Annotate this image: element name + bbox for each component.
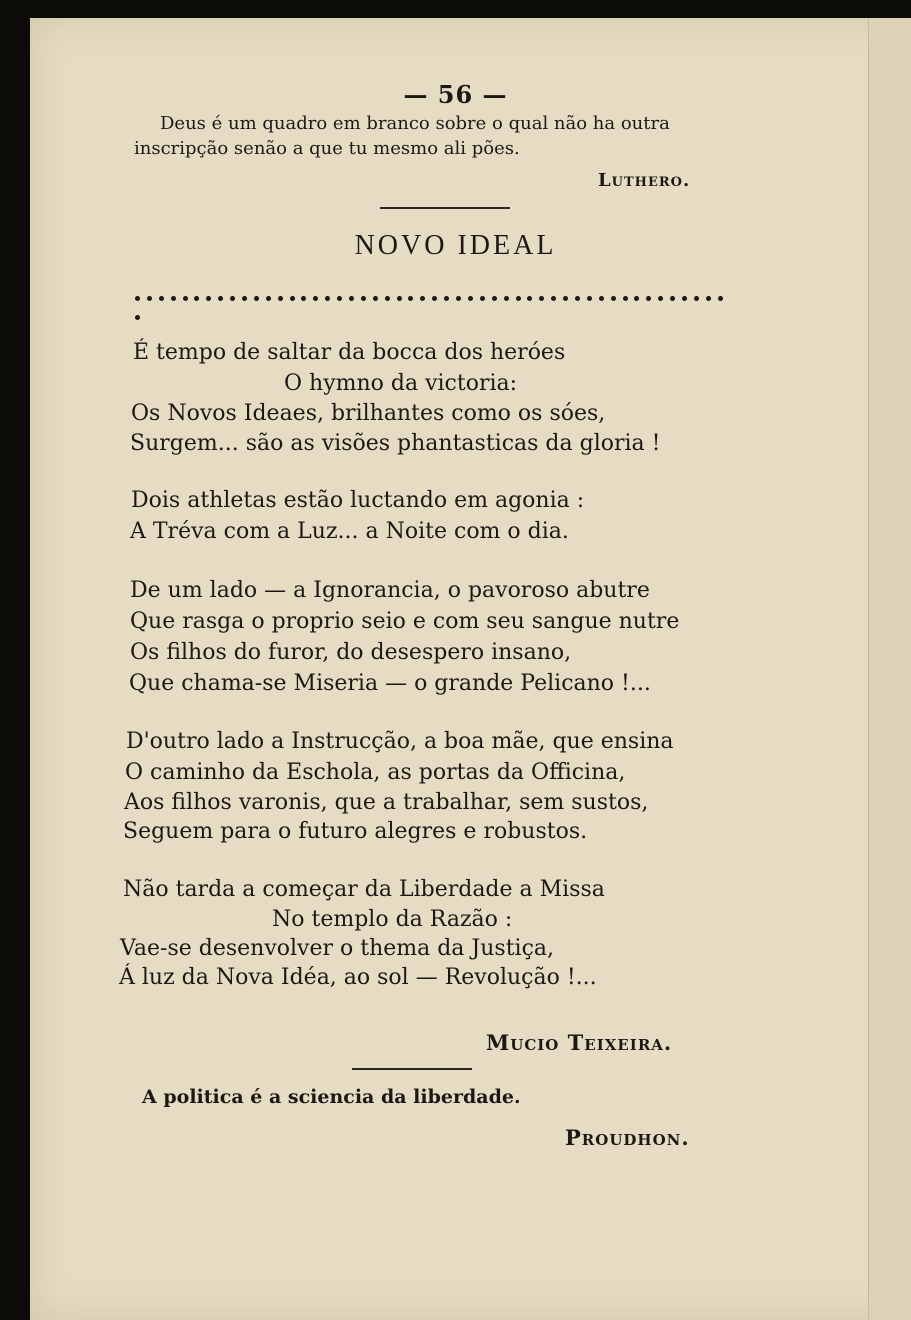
separator-dot (183, 296, 188, 301)
separator-dot (361, 296, 366, 301)
page-number: — 56 — (403, 80, 508, 109)
separator-dot (682, 296, 687, 301)
separator-dot (516, 296, 521, 301)
epigraph-line: Deus é um quadro em branco sobre o qual não ha outra (160, 113, 670, 134)
separator-dot (575, 296, 580, 301)
verse-line: O caminho da Eschola, as portas da Officina, (125, 760, 626, 785)
separator-dot (599, 296, 604, 301)
separator-dot (135, 296, 140, 301)
verse-line: É tempo de saltar da bocca dos heróes (133, 340, 566, 365)
dotted-separator (135, 286, 740, 300)
divider (380, 207, 510, 209)
book-page (30, 18, 911, 1320)
separator-dot (492, 296, 497, 301)
separator-dot (278, 296, 283, 301)
separator-dot (135, 315, 140, 320)
separator-dot (373, 296, 378, 301)
verse-line: Não tarda a começar da Liberdade a Missa (123, 877, 605, 902)
separator-dot (504, 296, 509, 301)
verse-line: Os Novos Ideaes, brilhantes como os sóes, (131, 401, 606, 426)
verse-line: Que chama-se Miseria — o grande Pelicano !... (129, 671, 651, 696)
verse-line: O hymno da victoria: (284, 371, 518, 396)
verse-line: Á luz da Nova Idéa, ao sol — Revolução !... (119, 965, 597, 990)
poem-title: NOVO IDEAL (354, 230, 557, 261)
verse-line: Os filhos do furor, do desespero insano, (130, 640, 572, 665)
verse-line: Que rasga o proprio seio e com seu sangue nutre (130, 609, 680, 634)
verse-line: Surgem... são as visões phantasticas da gloria ! (130, 431, 661, 456)
separator-dot (718, 296, 723, 301)
separator-dot (159, 296, 164, 301)
separator-dot (706, 296, 711, 301)
separator-dot (147, 296, 152, 301)
closing-quote: A politica é a sciencia da liberdade. (142, 1086, 521, 1108)
verse-line: Vae-se desenvolver o thema da Justiça, (120, 936, 555, 961)
epigraph-attribution: Luthero. (598, 170, 691, 191)
separator-dot (587, 296, 592, 301)
separator-dot (397, 296, 402, 301)
verse-line: A Tréva com a Luz... a Noite com o dia. (130, 519, 569, 544)
separator-dot (349, 296, 354, 301)
page-edge (868, 18, 911, 1320)
separator-dot (694, 296, 699, 301)
closing-quote-attribution: Proudhon. (565, 1125, 690, 1150)
verse-line: Seguem para o futuro alegres e robustos. (123, 819, 588, 844)
verse-line: Dois athletas estão luctando em agonia : (131, 488, 585, 513)
separator-dot (254, 296, 259, 301)
verse-line: No templo da Razão : (272, 907, 513, 932)
separator-dot (611, 296, 616, 301)
verse-line: Aos filhos varonis, que a trabalhar, sem sustos, (124, 790, 649, 815)
separator-dot (171, 296, 176, 301)
verse-line: D'outro lado a Instrucção, a boa mãe, que ensina (126, 729, 674, 754)
separator-dot (385, 296, 390, 301)
separator-dot (623, 296, 628, 301)
verse-line: De um lado — a Ignorancia, o pavoroso abutre (130, 578, 650, 603)
epigraph-line: inscripção senão a que tu mesmo ali pões. (134, 138, 520, 159)
separator-dot (290, 296, 295, 301)
separator-dot (468, 296, 473, 301)
separator-dot (480, 296, 485, 301)
separator-dot (266, 296, 271, 301)
separator-dot (242, 296, 247, 301)
divider (352, 1068, 472, 1070)
poem-author: Mucio Teixeira. (486, 1030, 673, 1055)
